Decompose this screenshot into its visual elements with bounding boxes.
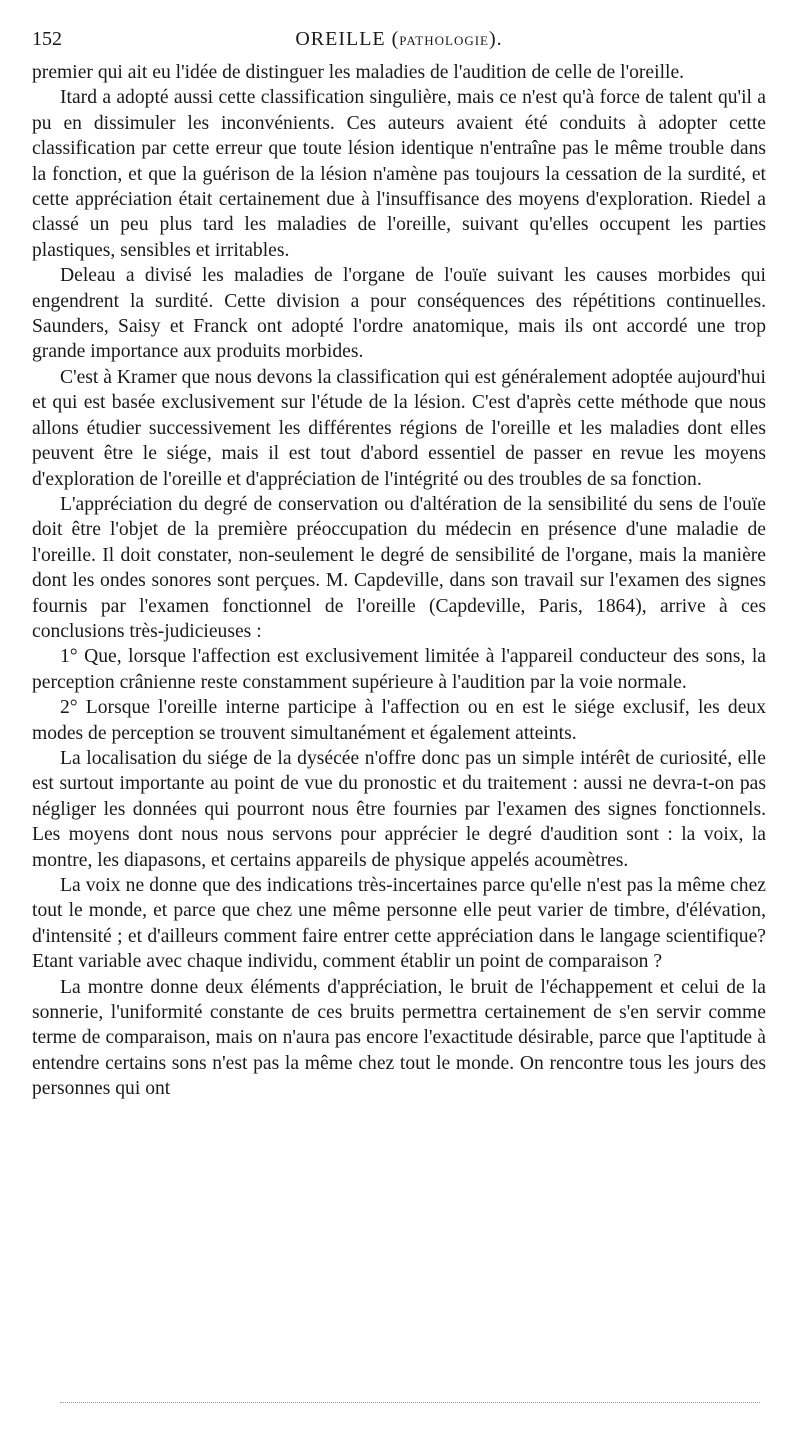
page-number: 152 <box>32 28 62 50</box>
paragraph-conclusion-2: 2° Lorsque l'oreille interne participe à l'affection ou en est le siége exclusif, les deux modes de perception se trouvent simultanément et également atteints. <box>32 697 766 744</box>
page-header <box>32 28 766 58</box>
paragraph: La voix ne donne que des indications très-incertaines parce qu'elle n'est pas la même chez tout le monde, et parce que chez une même personne elle peut varier de timbre, d'élévation, d'intensité ; et d'ailleurs comment faire entrer cette appréciation dans le langage scientifique? Etant variable avec chaque individu, comment établir un point de comparaison ? <box>32 875 766 973</box>
paragraph: Deleau a divisé les maladies de l'organe de l'ouïe suivant les causes morbides qui engendrent la surdité. Cette division a pour conséquences des répétitions continuelles. Saunders, Saisy et Franck ont adopté l'ordre anatomique, mais ils ont accordé une trop grande importance aux produits morbides. <box>32 265 766 363</box>
footer-dotted-rule <box>60 1402 760 1403</box>
paragraph: L'appréciation du degré de conservation ou d'altération de la sensibilité du sens de l'ouïe doit être l'objet de la première préoccupation du médecin en présence d'une maladie de l'oreille. Il doit constater, non-seulement le degré de sensibilité de l'organe, mais la manière dont les ondes sonores sont perçues. M. Capdeville, dans son travail sur l'examen des signes fournis par l'examen fonctionnel de l'oreille (Capdeville, Paris, 1864), arrive à ces conclusions très-judicieuses : <box>32 493 766 642</box>
running-title-sub: PATHOLOGIE <box>399 33 489 48</box>
running-title <box>32 28 766 51</box>
paragraph: La localisation du siége de la dysécée n'offre donc pas un simple intérêt de curiosité, elle est surtout importante au point de vue du pronostic et du traitement : aussi ne devra-t-on pas négliger les données qui pourront nous être fournies par l'examen des signes fonctionnels. Les moyens dont nous nous servons pour apprécier le degré d'audition sont : la voix, la montre, les diapasons, et certains appareils de physique appelés acoumètres. <box>32 747 766 871</box>
running-title-close: ). <box>489 28 503 50</box>
paragraph: La montre donne deux éléments d'appréciation, le bruit de l'échappement et celui de la sonnerie, l'uniformité constante de ces bruits permettra certainement de s'en servir comme terme de comparaison, mais on n'aura pas encore l'exactitude désirable, parce que l'aptitude à entendre certains sons n'est pas la même chez tout le monde. On rencontre tous les jours des personnes qui ont <box>32 976 766 1100</box>
paragraph-conclusion-1: 1° Que, lorsque l'affection est exclusivement limitée à l'appareil conducteur des sons, la perception crânienne reste constamment supérieure à l'audition par la voie normale. <box>32 646 766 693</box>
running-title-main: OREILLE ( <box>295 28 400 50</box>
body-text <box>32 60 766 1102</box>
paragraph: Itard a adopté aussi cette classification singulière, mais ce n'est qu'à force de talent qu'il a pu en dissimuler les inconvénients. Ces auteurs avaient été conduits à adopter cette classification par cette erreur que toute lésion identique n'entraîne pas le même trouble dans la fonction, et que la guérison de la lésion n'amène pas toujours la cessation de la surdité, et cette appréciation était certainement due à l'insuffisance des moyens d'exploration. Riedel a classé un peu plus tard les maladies de l'oreille, suivant qu'elles occupent les parties plastiques, sensibles et irritables. <box>32 87 766 261</box>
book-page <box>32 28 766 1102</box>
paragraph: C'est à Kramer que nous devons la classification qui est généralement adoptée aujourd'hui et qui est basée exclusivement sur l'étude de la lésion. C'est d'après cette méthode que nous allons étudier successivement les différentes régions de l'oreille et les maladies dont elles peuvent être le siége, mais il est tout d'abord essentiel de passer en revue les moyens d'exploration de l'oreille et d'appréciation de l'intégrité ou des troubles de sa fonction. <box>32 366 766 490</box>
paragraph-continued: premier qui ait eu l'idée de distinguer les maladies de l'audition de celle de l'oreille. <box>32 62 685 83</box>
